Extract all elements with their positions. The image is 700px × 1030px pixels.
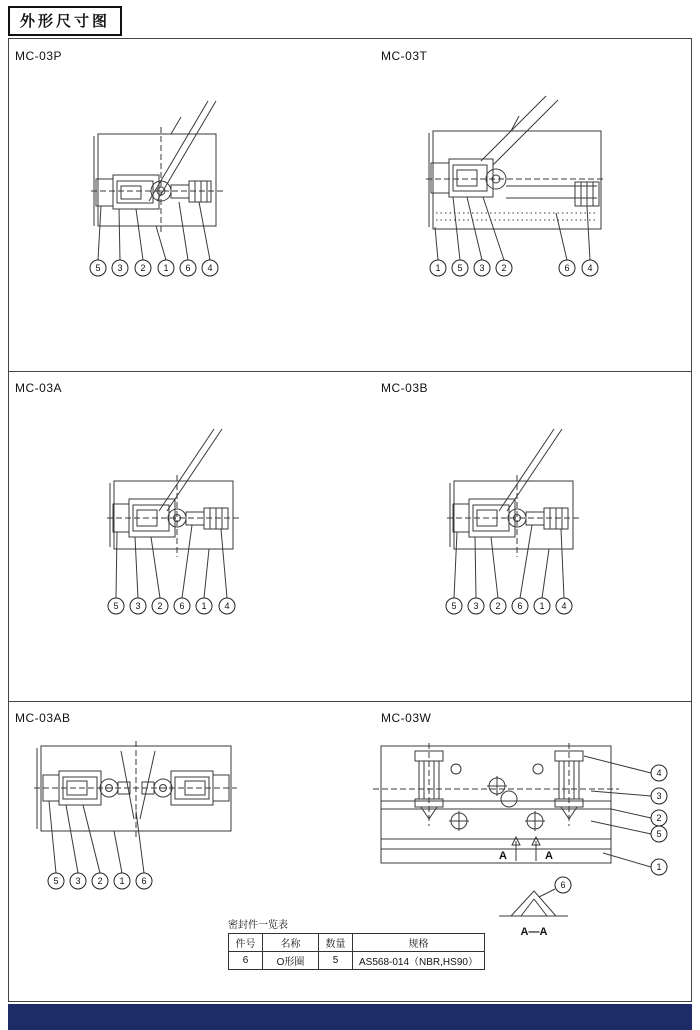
page-title: 外形尺寸图 (8, 6, 122, 36)
callout-2 (651, 810, 667, 826)
svg-text:3: 3 (75, 876, 81, 886)
header-part-no: 件号 (229, 934, 263, 952)
header-name: 名称 (263, 934, 319, 952)
drawing-mc-03p (9, 39, 351, 371)
cell-spec: AS568-014（NBR,HS90） (353, 952, 485, 970)
callout-6 (180, 260, 196, 276)
svg-text:4: 4 (224, 601, 230, 611)
callout-4 (651, 765, 667, 781)
callout-1 (430, 260, 446, 276)
callout-6 (512, 598, 528, 614)
callout-1 (651, 859, 667, 875)
panel-mc-03b (351, 371, 693, 701)
svg-text:1: 1 (119, 876, 125, 886)
svg-text:5: 5 (95, 263, 101, 273)
callout-3 (468, 598, 484, 614)
svg-text:4: 4 (207, 263, 213, 273)
callout-5 (446, 598, 462, 614)
callout-5 (108, 598, 124, 614)
svg-text:5: 5 (53, 876, 59, 886)
callout-2 (496, 260, 512, 276)
header-quantity: 数量 (319, 934, 353, 952)
callout-6 (174, 598, 190, 614)
svg-text:3: 3 (135, 601, 141, 611)
panel-label: MC-03B (381, 381, 429, 395)
svg-text:6: 6 (560, 880, 566, 890)
callout-3 (130, 598, 146, 614)
svg-text:4: 4 (656, 768, 662, 778)
panel-label: MC-03AB (15, 711, 71, 725)
callout-3 (474, 260, 490, 276)
section-mark-a-right: A (545, 850, 553, 862)
seal-table-header-row (229, 934, 485, 952)
svg-text:1: 1 (435, 263, 441, 273)
callout-2 (152, 598, 168, 614)
svg-text:4: 4 (587, 263, 593, 273)
panel-label: MC-03W (381, 711, 432, 725)
svg-text:5: 5 (113, 601, 119, 611)
manifold-plate-drawing (373, 743, 651, 916)
svg-text:3: 3 (473, 601, 479, 611)
svg-text:2: 2 (501, 263, 507, 273)
svg-text:3: 3 (656, 791, 662, 801)
svg-text:2: 2 (97, 876, 103, 886)
callout-6 (559, 260, 575, 276)
svg-text:2: 2 (656, 813, 662, 823)
callout-5 (452, 260, 468, 276)
callout-5 (48, 873, 64, 889)
drawing-mc-03a (9, 371, 351, 701)
svg-text:5: 5 (656, 829, 662, 839)
valve-body-drawing (426, 96, 606, 260)
cell-name: O形圈 (263, 952, 319, 970)
panel-label: MC-03P (15, 49, 63, 63)
panel-mc-03t (351, 39, 693, 371)
svg-text:6: 6 (564, 263, 570, 273)
seal-table-row (229, 952, 485, 970)
footer-bar (8, 1004, 692, 1030)
svg-text:5: 5 (457, 263, 463, 273)
callout-4 (202, 260, 218, 276)
callout-2 (135, 260, 151, 276)
callout-2 (92, 873, 108, 889)
seal-table-title: 密封件一览表 (228, 920, 288, 931)
callout-3 (70, 873, 86, 889)
callout-2 (490, 598, 506, 614)
callout-1 (158, 260, 174, 276)
svg-text:6: 6 (141, 876, 147, 886)
callout-4 (219, 598, 235, 614)
callout-6 (136, 873, 152, 889)
svg-text:1: 1 (539, 601, 545, 611)
cell-quantity: 5 (319, 952, 353, 970)
svg-text:6: 6 (179, 601, 185, 611)
cell-part-no: 6 (229, 952, 263, 970)
drawing-mc-03t (351, 39, 693, 371)
svg-text:3: 3 (479, 263, 485, 273)
callout-5 (651, 826, 667, 842)
svg-text:4: 4 (561, 601, 567, 611)
svg-text:6: 6 (517, 601, 523, 611)
callout-1 (196, 598, 212, 614)
svg-text:2: 2 (495, 601, 501, 611)
section-view-label: A—A (520, 926, 548, 938)
svg-text:6: 6 (185, 263, 191, 273)
header-spec: 规格 (353, 934, 485, 952)
section-mark-a-left: A (499, 850, 507, 862)
callout-6-section (555, 877, 571, 893)
svg-text:1: 1 (201, 601, 207, 611)
valve-body-drawing (107, 429, 241, 598)
svg-text:1: 1 (656, 862, 662, 872)
panel-label: MC-03T (381, 49, 428, 63)
callout-4 (556, 598, 572, 614)
drawing-sheet (8, 38, 692, 1002)
svg-text:2: 2 (140, 263, 146, 273)
panel-mc-03p (9, 39, 351, 371)
panel-mc-03a (9, 371, 351, 701)
seal-parts-table (228, 916, 485, 970)
callout-3 (112, 260, 128, 276)
callout-1 (114, 873, 130, 889)
callout-4 (582, 260, 598, 276)
callout-3 (651, 788, 667, 804)
valve-body-drawing (447, 429, 581, 598)
drawing-mc-03b (351, 371, 693, 701)
valve-body-drawing (34, 741, 237, 873)
svg-text:1: 1 (163, 263, 169, 273)
valve-body-drawing (91, 101, 223, 260)
callout-1 (534, 598, 550, 614)
panel-label: MC-03A (15, 381, 63, 395)
svg-text:3: 3 (117, 263, 123, 273)
svg-text:2: 2 (157, 601, 163, 611)
svg-text:5: 5 (451, 601, 457, 611)
callout-5 (90, 260, 106, 276)
